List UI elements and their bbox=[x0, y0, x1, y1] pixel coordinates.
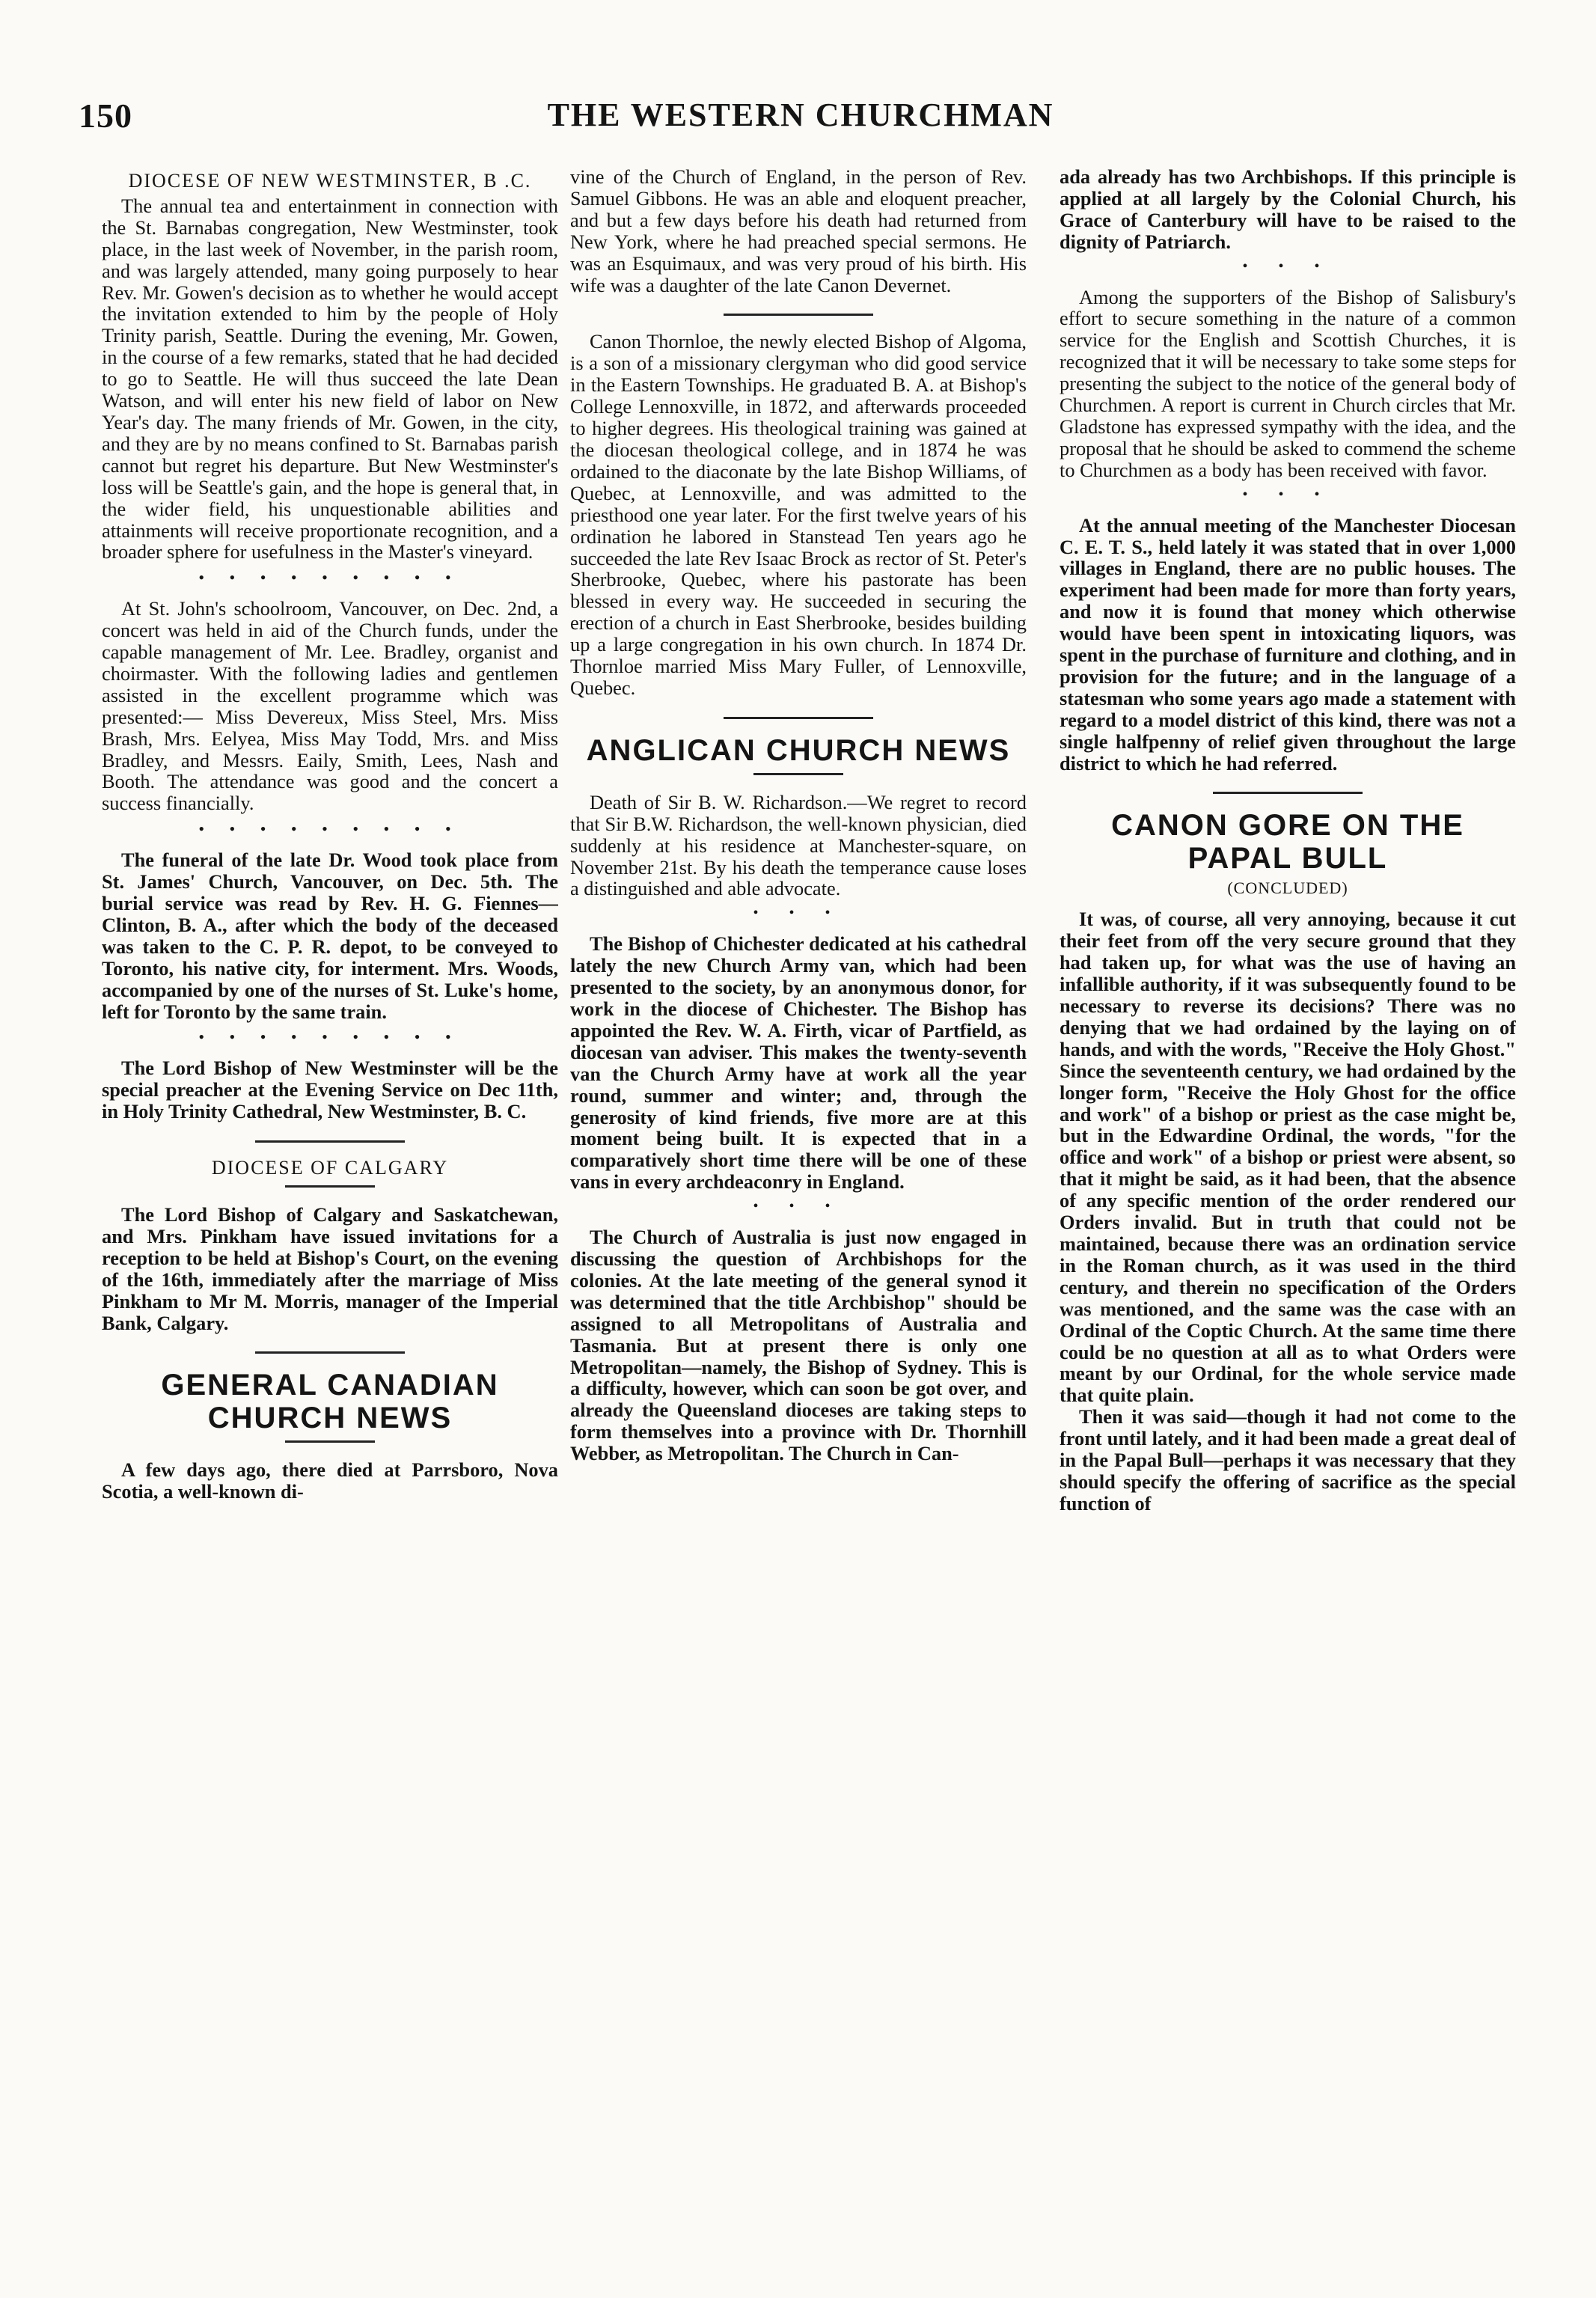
page-header bbox=[79, 96, 1523, 148]
page-number: 150 bbox=[79, 97, 132, 135]
section-heading-anglican: ANGLICAN CHURCH NEWS bbox=[586, 733, 1011, 767]
separator-stars: • • • bbox=[1242, 486, 1333, 503]
section-rule bbox=[285, 1185, 375, 1188]
article-gibbons-paragraph: vine of the Church of England, in the person of Rev. Samuel Gibbons. He was an able and eloquent preacher, and but a few days before his death had returned from New York, where he had preached special sermons. He was an Esquimaux, and was very proud of his birth. His wife was a daughter of the late Canon Devernet. bbox=[570, 166, 1027, 296]
article-concert-paragraph: At St. John's schoolroom, Vancouver, on Dec. 2nd, a concert was held in aid of the Church funds, under the capable management of Mr. Lee. Bradley, organist and choirmaster. With the following ladies and gentlemen assisted in the excellent programme which was presented:— Miss Devereux, Miss Steel, Mrs. Miss Brash, Mrs. Eelyea, Miss May Todd, Mrs. and Miss Bradley, and Messrs. Eaily, Smith, Lees, Nash and Booth. The attendance was good and the concert a success financially. bbox=[102, 597, 558, 815]
article-archbishops-paragraph: ada already has two Archbishops. If this principle is applied at all largely by the Colonial Church, his Grace of Canterbury will have to be raised to the dignity of Patriarch. bbox=[1060, 166, 1516, 253]
article-manchester-paragraph: At the annual meeting of the Manchester Diocesan C. E. T. S., held lately it was stated that in over 1,000 villages in England, there are no public houses. The experiment had been made for more than forty years, and now it is found that money which otherwise would have been spent in intoxicating liquors, was spent in the purchase of furniture and clothing, and in provision for the future; and in the language of a statesman who some years ago made a statement with regard to a model district of this kind, there was not a single halfpenny of relief given throughout the large district to which he had referred. bbox=[1060, 513, 1516, 774]
section-subheading-concluded: (CONCLUDED) bbox=[1227, 878, 1348, 898]
separator-dots: • • • • • • • • • bbox=[198, 1027, 462, 1047]
section-rule bbox=[255, 1140, 405, 1143]
section-heading-general-canadian: GENERAL CANADIAN CHURCH NEWS bbox=[161, 1369, 499, 1435]
column-3 bbox=[1060, 166, 1516, 2276]
article-calgary-paragraph: The Lord Bishop of Calgary and Saskatchewan, and Mrs. Pinkham have issued invitations for a reception to be held at Bishop's Court, on the evening of the 16th, immediately after the marriage of Miss Pinkham to Mr M. Morris, manager of the Imperial Bank, Calgary. bbox=[102, 1203, 558, 1334]
article-parrsboro-paragraph: A few days ago, there died at Parrsboro, Nova Scotia, a well-known di- bbox=[102, 1458, 558, 1503]
section-rule bbox=[285, 1440, 375, 1443]
separator-dots: • • • • • • • • • bbox=[198, 568, 462, 587]
article-salisbury-paragraph: Among the supporters of the Bishop of Salisbury's effort to secure something in the nature of a common service for the English and Scottish Churches, it is recognized that it will be necessary to take some steps for presenting the subject to the notice of the general body of Churchmen. A report is current in Church circles that Mr. Gladstone has expressed sympathy with the idea, and the proposal that he should be asked to commend the scheme to Churchmen as a body has been received with favor. bbox=[1060, 285, 1516, 481]
section-heading-new-westminster: DIOCESE OF NEW WESTMINSTER, B .C. bbox=[128, 170, 532, 192]
article-australia-paragraph: The Church of Australia is just now engaged in discussing the question of Archbishops for the colonies. At the late meeting of the general synod it was determined that the title Archbishop" should be assigned to all Metropolitans of Australia and Tasmania. But at present there is only one Metropolitan—namely, the Bishop of Sydney. This is a difficulty, however, which can soon be got over, and already the Queensland dioceses are taking steps to form themselves into a province with Dr. Thornhill Webber, as Metropolitan. The Church in Can- bbox=[570, 1226, 1027, 1465]
article-richardson-paragraph: Death of Sir B. W. Richardson.—We regret to record that Sir B.W. Richardson, the well-known physician, died suddenly at his residence at Manchester-square, on November 21st. By his death the temperance cause loses a distinguished and able advocate. bbox=[570, 790, 1027, 900]
masthead-title: THE WESTERN CHURCHMAN bbox=[547, 97, 1054, 133]
column-1 bbox=[102, 166, 558, 2276]
article-gore-paragraph-1: It was, of course, all very annoying, because it cut their feet from off the very secure ground that they had taken up, for what was the use of having an infallible authority, if it was subsequently found to be necessary to reverse its decisions? There was no denying that we had ordained by the laying on of hands, and with the words, "Receive the Holy Ghost." Since the seventeenth century, we had ordained by the longer form, "Receive the Holy Ghost for the office and work" of a bishop or priest as the case might be, but in the Edwardine Ordinal, the words, "for the office and work" of a bishop or priest were absent, so that it might be said, as it had been, that the absence of any specific mention of the order rendered our Orders invalid. But in truth that could not be maintained, because there was an ordination service in the Roman church, as it was used in the third century, and therein no specification of the Orders was mentioned, and the same was the case with an Ordinal of the Coptic Church. At the same time there could be no question at all as to what Orders were meant by our Ordinal, for the whole service made that quite plain. bbox=[1060, 908, 1516, 1407]
section-rule bbox=[255, 1351, 405, 1354]
separator-stars: • • • bbox=[1242, 257, 1333, 275]
separator-stars: • • • bbox=[753, 905, 844, 922]
article-preacher-paragraph: The Lord Bishop of New Westminster will be the special preacher at the Evening Service on Dec 11th, in Holy Trinity Cathedral, New Westminster, B. C. bbox=[102, 1057, 558, 1123]
separator-dots: • • • • • • • • • bbox=[198, 819, 462, 839]
section-heading-calgary: DIOCESE OF CALGARY bbox=[211, 1157, 449, 1179]
article-gowen-paragraph: The annual tea and entertainment in connection with the St. Barnabas congregation, New Westminster, took place, in the last week of November, in the parish room, and was largely attended, many going purposely to hear Rev. Mr. Gowen's decision as to whether he would accept the invitation extended to him by the people of Holy Trinity parish, Seattle. During the evening, Mr. Gowen, in the course of a few remarks, stated that he had decided to go to Seattle. He will thus succeed the late Dean Watson, and will enter his new field of labor on New Year's day. The many friends of Mr. Gowen, in the city, and they are by no means confined to St. Barnabas parish cannot but regret his departure. But New Westminster's loss will be Seattle's gain, and the hope is general that, in the wider field, his unquestionable abilities and attainments will receive proportionate recognition, and a broader sphere for usefulness in the Master's vineyard. bbox=[102, 194, 558, 563]
article-chichester-paragraph: The Bishop of Chichester dedicated at his cathedral lately the new Church Army van, which had been presented to the society, by an anonymous donor, for work in the diocese of Chichester. The Bishop has appointed the Rev. W. A. Firth, vicar of Partfield, as diocesan van adviser. This makes the twenty-seventh van the Church Army have at work all the year round, summer and winter; and, through the generosity of kind friends, five more are at this moment being built. It is expected that in a comparatively short time there will be one of these vans in every archdeaconry in England. bbox=[570, 932, 1027, 1194]
section-rule bbox=[724, 717, 873, 719]
column-2 bbox=[570, 166, 1027, 2276]
section-rule bbox=[753, 773, 843, 775]
article-funeral-paragraph: The funeral of the late Dr. Wood took place from St. James' Church, Vancouver, on Dec. 5th. The burial service was read by Rev. H. G. Fiennes—Clinton, B. A., after which the body of the deceased was taken to the C. P. R. depot, to be conveyed to Toronto, his native city, for interment. Mrs. Woods, accompanied by one of the nurses of St. Luke's home, left for Toronto by the same train. bbox=[102, 849, 558, 1023]
section-rule bbox=[724, 314, 873, 316]
article-gore-paragraph-2: Then it was said—though it had not come to the front until lately, and it had been made a great deal of in the Papal Bull—perhaps it was necessary that they should specify the offering of sacrifice as the special function of bbox=[1060, 1405, 1516, 1515]
section-rule bbox=[1213, 792, 1363, 794]
section-heading-canon-gore: CANON GORE ON THE PAPAL BULL bbox=[1111, 809, 1464, 875]
article-thornloe-paragraph: Canon Thornloe, the newly elected Bishop of Algoma, is a son of a missionary clergyman who did good service in the Eastern Townships. He graduated B. A. at Bishop's College Lennoxville, in 1872, and afterwards proceeded to higher degrees. His theological training was gained at the diocesan theological college, and in 1874 he was ordained to the diaconate by the late Bishop Williams, of Quebec, at Lennoxville, and was admitted to the priesthood one year later. For the first twelve years of his ordination he labored in Stanstead Ten years ago he succeeded the late Rev Isaac Brock as rector of St. Peter's Sherbrooke, Quebec, where his pastorate has been blessed in every way. He succeeded in securing the erection of a church in East Sherbrooke, besides building up a large congregation in his own church. In 1874 Dr. Thornloe married Miss Mary Fuller, of Lennoxville, Quebec. bbox=[570, 330, 1027, 699]
separator-stars: • • • bbox=[753, 1198, 844, 1215]
